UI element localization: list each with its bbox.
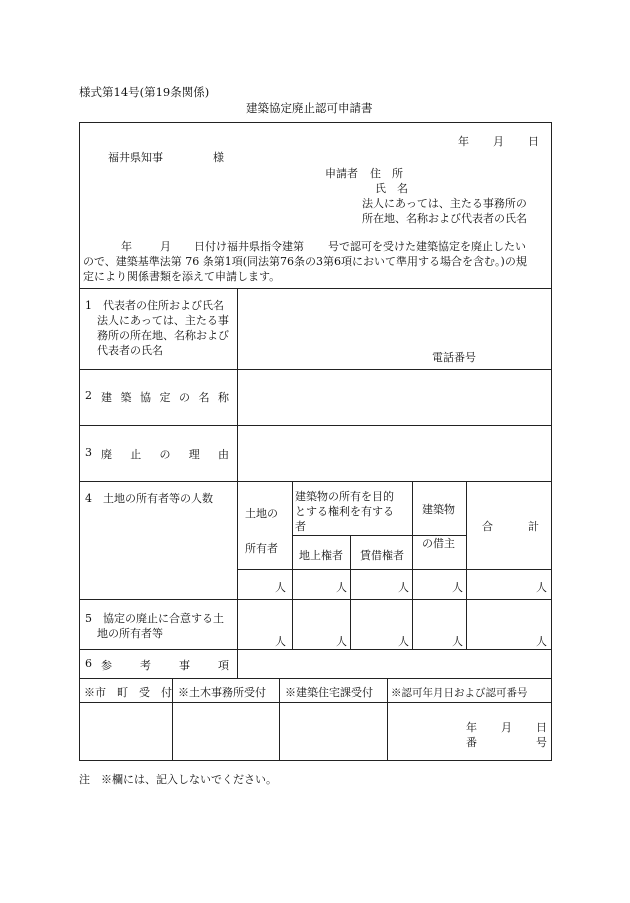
lessee-label: 賃借権者 [360, 549, 404, 562]
applicant-label: 申請者 [325, 167, 358, 180]
approval-number-suffix: 号 [536, 736, 547, 749]
addressee: 福井県知事 [108, 151, 163, 164]
borrower-label-2: の借主 [422, 537, 455, 550]
consent-unit-borrower: 人 [452, 635, 463, 648]
approval-day-label: 日 [536, 721, 547, 734]
rep-address-label-1: 1 代表者の住所および氏名 [85, 299, 224, 312]
superficies-holder-label: 地上権者 [299, 549, 343, 562]
consent-unit-total: 人 [536, 635, 547, 648]
unit-lessee: 人 [398, 581, 409, 594]
owner-count-label: 4 土地の所有者等の人数 [85, 492, 213, 505]
address-label: 住 所 [370, 167, 403, 180]
phone-number-label: 電話番号 [432, 351, 476, 364]
decl-month: 月 [160, 240, 171, 253]
borrower-label-1: 建築物 [422, 503, 455, 516]
decl-text: 日付け福井県指令建第 [194, 240, 304, 253]
consent-unit-superficies: 人 [336, 635, 347, 648]
date-year-label: 年 [458, 135, 469, 148]
agreement-name-label: 建 築 協 定 の 名 称 [101, 391, 229, 404]
total-label-1: 合 [482, 520, 493, 533]
civil-office-reception-label: ※土木事務所受付 [178, 686, 266, 699]
row-6-number: 6 [85, 657, 92, 670]
row-2-number: 2 [85, 389, 92, 402]
approval-info-label: ※認可年月日および認可番号 [391, 687, 528, 699]
unit-land-owner: 人 [275, 581, 286, 594]
consent-label-2: 地の所有者等 [97, 627, 163, 640]
consent-unit-lessee: 人 [398, 635, 409, 648]
approval-year-label: 年 [466, 721, 477, 734]
rep-address-label-3: 務所の所在地、名称および [97, 329, 229, 342]
unit-superficies: 人 [336, 581, 347, 594]
form-number: 様式第14号(第19条関係) [79, 85, 210, 99]
remarks-label: 参 考 事 項 [101, 659, 229, 672]
rights-holder-header-1: 建築物の所有を目的 [295, 490, 394, 503]
consent-unit-land-owner: 人 [275, 635, 286, 648]
decl-line-3: 定により関係書類を添えて申請します。 [83, 270, 281, 283]
land-owner-label-2: 所有者 [245, 542, 278, 555]
date-month-label: 月 [493, 135, 504, 148]
rights-holder-header-2: とする権利を有する [295, 505, 394, 518]
land-owner-label-1: 土地の [245, 507, 278, 520]
rep-address-label-2: 法人にあっては、主たる事 [97, 314, 229, 327]
application-form [79, 122, 552, 761]
approval-number-label: 番 [466, 736, 477, 749]
consent-label-1: 5 協定の廃止に合意する土 [85, 612, 224, 625]
rep-address-label-4: 代表者の氏名 [97, 344, 163, 357]
decl-line-2: ので、建築基準法第 76 条第1項(同法第76条の3第6項において準用する場合を含む。)の規 [83, 255, 527, 268]
date-day-label: 日 [528, 135, 539, 148]
addressee-suffix: 様 [213, 151, 224, 164]
decl-tail: 号で認可を受けた建築協定を廃止したい [328, 240, 526, 253]
total-label-2: 計 [528, 520, 539, 533]
row-3-number: 3 [85, 446, 92, 459]
abolition-reason-label: 廃 止 の 理 由 [101, 448, 229, 461]
unit-total: 人 [536, 581, 547, 594]
rights-holder-header-3: 者 [295, 520, 306, 533]
corporate-note-line-1: 法人にあっては、主たる事務所の [362, 197, 527, 210]
unit-borrower: 人 [452, 581, 463, 594]
name-label: 氏 名 [375, 182, 408, 195]
municipality-reception-label: ※市 町 受 付 [84, 686, 172, 699]
approval-month-label: 月 [501, 721, 512, 734]
housing-section-reception-label: ※建築住宅課受付 [285, 686, 373, 699]
corporate-note-line-2: 所在地、名称および代表者の氏名 [362, 212, 527, 225]
page-title: 建築協定廃止認可申請書 [246, 101, 373, 115]
decl-year: 年 [121, 240, 132, 253]
footnote: 注 ※欄には、記入しないでください。 [79, 773, 277, 786]
